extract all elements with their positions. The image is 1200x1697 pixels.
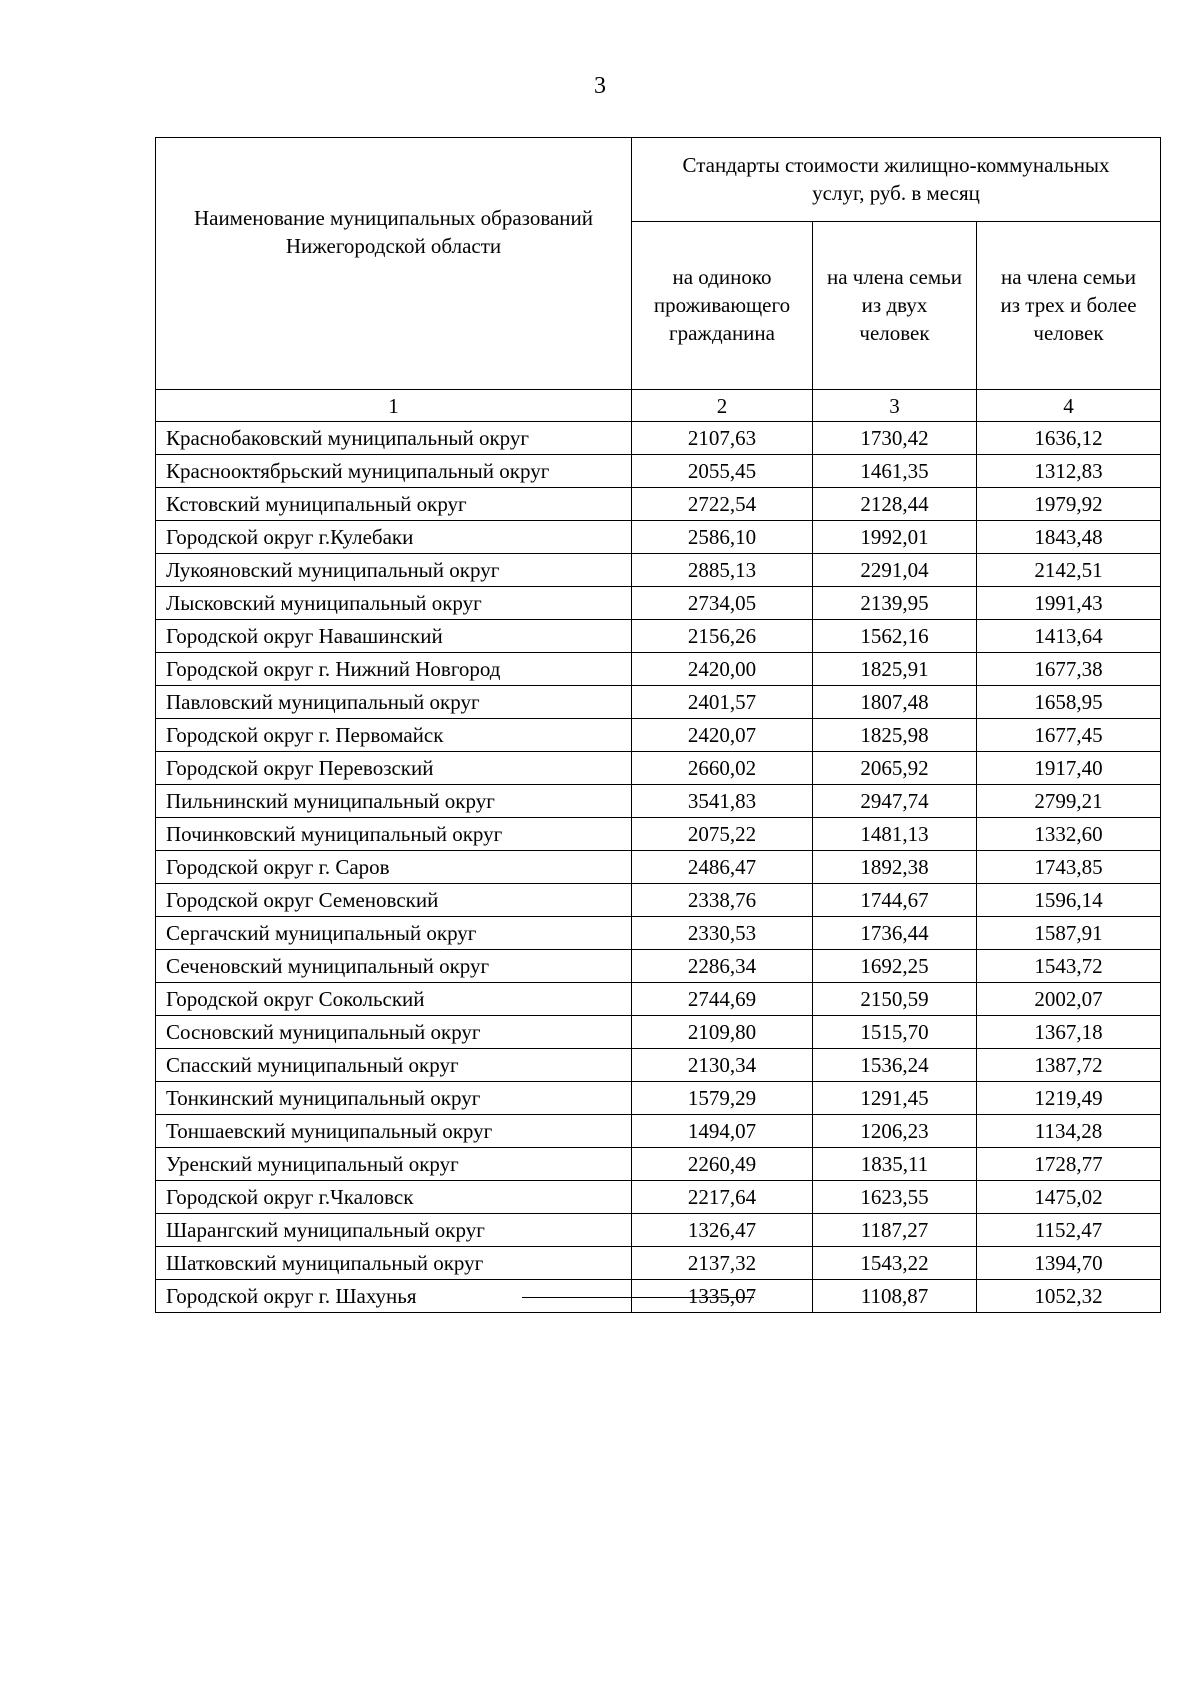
municipality-name-cell: Краснооктябрьский муниципальный округ xyxy=(156,455,632,488)
table-row xyxy=(156,1049,1161,1082)
family-of-three-plus-cost-cell: 1367,18 xyxy=(977,1016,1161,1049)
family-of-three-plus-cost-cell: 1413,64 xyxy=(977,620,1161,653)
header-sub-text: на члена семьи xyxy=(1001,265,1136,290)
header-sub-text: гражданина xyxy=(669,321,775,346)
housing-cost-standards-table xyxy=(155,137,1161,1313)
single-citizen-cost-cell: 1326,47 xyxy=(632,1214,813,1247)
municipality-name-cell: Городской округ г. Первомайск xyxy=(156,719,632,752)
family-of-three-plus-cost-cell: 1636,12 xyxy=(977,422,1161,455)
end-of-table-divider xyxy=(522,1297,754,1298)
table-row xyxy=(156,851,1161,884)
single-citizen-cost-cell: 2260,49 xyxy=(632,1148,813,1181)
single-citizen-cost-cell: 2109,80 xyxy=(632,1016,813,1049)
single-citizen-cost-cell: 1335,07 xyxy=(632,1280,813,1313)
table-row xyxy=(156,752,1161,785)
table-row xyxy=(156,620,1161,653)
family-of-two-cost-cell: 1807,48 xyxy=(813,686,977,719)
single-citizen-cost-cell: 3541,83 xyxy=(632,785,813,818)
municipality-name-cell: Павловский муниципальный округ xyxy=(156,686,632,719)
single-citizen-cost-cell: 2075,22 xyxy=(632,818,813,851)
table-row xyxy=(156,422,1161,455)
header-single-citizen xyxy=(632,221,813,389)
header-sub-text: проживающего xyxy=(653,293,791,318)
table-row xyxy=(156,1280,1161,1313)
family-of-two-cost-cell: 2065,92 xyxy=(813,752,977,785)
family-of-three-plus-cost-cell: 1743,85 xyxy=(977,851,1161,884)
family-of-three-plus-cost-cell: 1152,47 xyxy=(977,1214,1161,1247)
table-row xyxy=(156,521,1161,554)
family-of-three-plus-cost-cell: 1394,70 xyxy=(977,1247,1161,1280)
table-row xyxy=(156,785,1161,818)
family-of-three-plus-cost-cell: 1475,02 xyxy=(977,1181,1161,1214)
header-sub-text: из двух xyxy=(861,293,928,318)
family-of-two-cost-cell: 1835,11 xyxy=(813,1148,977,1181)
municipality-name-cell: Починковский муниципальный округ xyxy=(156,818,632,851)
family-of-two-cost-cell: 1744,67 xyxy=(813,884,977,917)
table-row xyxy=(156,587,1161,620)
municipality-name-cell: Городской округ г. Нижний Новгород xyxy=(156,653,632,686)
single-citizen-cost-cell: 2286,34 xyxy=(632,950,813,983)
column-number: 2 xyxy=(632,390,813,422)
municipality-name-cell: Городской округ г.Чкаловск xyxy=(156,1181,632,1214)
family-of-two-cost-cell: 1992,01 xyxy=(813,521,977,554)
single-citizen-cost-cell: 2660,02 xyxy=(632,752,813,785)
column-number: 4 xyxy=(977,390,1161,422)
family-of-three-plus-cost-cell: 1332,60 xyxy=(977,818,1161,851)
family-of-three-plus-cost-cell: 1596,14 xyxy=(977,884,1161,917)
header-sub-text: на одиноко xyxy=(672,265,772,290)
header-sub-text: на члена семьи xyxy=(827,265,962,290)
single-citizen-cost-cell: 2734,05 xyxy=(632,587,813,620)
family-of-three-plus-cost-cell: 1979,92 xyxy=(977,488,1161,521)
column-number: 1 xyxy=(156,390,632,422)
family-of-three-plus-cost-cell: 1677,45 xyxy=(977,719,1161,752)
table-row xyxy=(156,554,1161,587)
family-of-three-plus-cost-cell: 2142,51 xyxy=(977,554,1161,587)
family-of-three-plus-cost-cell: 1387,72 xyxy=(977,1049,1161,1082)
family-of-three-plus-cost-cell: 1991,43 xyxy=(977,587,1161,620)
single-citizen-cost-cell: 2217,64 xyxy=(632,1181,813,1214)
single-citizen-cost-cell: 2420,00 xyxy=(632,653,813,686)
municipality-name-cell: Городской округ г. Шахунья xyxy=(156,1280,632,1313)
municipality-name-cell: Городской округ Перевозский xyxy=(156,752,632,785)
column-number: 3 xyxy=(813,390,977,422)
family-of-two-cost-cell: 2291,04 xyxy=(813,554,977,587)
single-citizen-cost-cell: 2722,54 xyxy=(632,488,813,521)
header-cost-standards-group xyxy=(632,138,1161,222)
family-of-two-cost-cell: 1206,23 xyxy=(813,1115,977,1148)
single-citizen-cost-cell: 1579,29 xyxy=(632,1082,813,1115)
family-of-two-cost-cell: 2947,74 xyxy=(813,785,977,818)
table-row xyxy=(156,818,1161,851)
table-row xyxy=(156,884,1161,917)
municipality-name-cell: Краснобаковский муниципальный округ xyxy=(156,422,632,455)
table-row xyxy=(156,1016,1161,1049)
family-of-two-cost-cell: 1736,44 xyxy=(813,917,977,950)
family-of-two-cost-cell: 1515,70 xyxy=(813,1016,977,1049)
table-row xyxy=(156,1181,1161,1214)
family-of-three-plus-cost-cell: 2002,07 xyxy=(977,983,1161,1016)
family-of-three-plus-cost-cell: 1587,91 xyxy=(977,917,1161,950)
municipality-name-cell: Сосновский муниципальный округ xyxy=(156,1016,632,1049)
family-of-three-plus-cost-cell: 1052,32 xyxy=(977,1280,1161,1313)
header-sub-text: человек xyxy=(859,321,930,346)
family-of-two-cost-cell: 1481,13 xyxy=(813,818,977,851)
header-family-of-two xyxy=(813,221,977,389)
family-of-two-cost-cell: 1692,25 xyxy=(813,950,977,983)
header-sub-text: из трех и более xyxy=(1000,293,1137,318)
family-of-three-plus-cost-cell: 1728,77 xyxy=(977,1148,1161,1181)
municipality-name-cell: Сеченовский муниципальный округ xyxy=(156,950,632,983)
header-group-line-2: услуг, руб. в месяц xyxy=(812,181,980,206)
table-row xyxy=(156,1115,1161,1148)
municipality-name-cell: Тоншаевский муниципальный округ xyxy=(156,1115,632,1148)
municipality-name-cell: Уренский муниципальный округ xyxy=(156,1148,632,1181)
single-citizen-cost-cell: 2420,07 xyxy=(632,719,813,752)
family-of-two-cost-cell: 1562,16 xyxy=(813,620,977,653)
table-row xyxy=(156,950,1161,983)
family-of-three-plus-cost-cell: 1677,38 xyxy=(977,653,1161,686)
single-citizen-cost-cell: 2330,53 xyxy=(632,917,813,950)
table-row xyxy=(156,488,1161,521)
municipality-name-cell: Городской округ Семеновский xyxy=(156,884,632,917)
family-of-two-cost-cell: 1730,42 xyxy=(813,422,977,455)
municipality-name-cell: Городской округ Сокольский xyxy=(156,983,632,1016)
family-of-two-cost-cell: 1108,87 xyxy=(813,1280,977,1313)
municipality-name-cell: Тонкинский муниципальный округ xyxy=(156,1082,632,1115)
header-name-line-1: Наименование муниципальных образований xyxy=(193,206,594,230)
family-of-two-cost-cell: 1825,98 xyxy=(813,719,977,752)
single-citizen-cost-cell: 2744,69 xyxy=(632,983,813,1016)
table-row xyxy=(156,1082,1161,1115)
municipality-name-cell: Шарангский муниципальный округ xyxy=(156,1214,632,1247)
table-row xyxy=(156,653,1161,686)
header-sub-text: человек xyxy=(1033,321,1104,346)
column-number-row xyxy=(156,390,1161,422)
table-row xyxy=(156,686,1161,719)
family-of-two-cost-cell: 2139,95 xyxy=(813,587,977,620)
municipality-name-cell: Пильнинский муниципальный округ xyxy=(156,785,632,818)
table-row xyxy=(156,455,1161,488)
table-row xyxy=(156,983,1161,1016)
header-name-line-2: Нижегородской области xyxy=(285,234,502,258)
single-citizen-cost-cell: 2107,63 xyxy=(632,422,813,455)
single-citizen-cost-cell: 2055,45 xyxy=(632,455,813,488)
family-of-three-plus-cost-cell: 1134,28 xyxy=(977,1115,1161,1148)
table-row xyxy=(156,917,1161,950)
municipality-name-cell: Лысковский муниципальный округ xyxy=(156,587,632,620)
single-citizen-cost-cell: 2486,47 xyxy=(632,851,813,884)
header-family-of-three-plus xyxy=(977,221,1161,389)
family-of-two-cost-cell: 1536,24 xyxy=(813,1049,977,1082)
municipality-name-cell: Спасский муниципальный округ xyxy=(156,1049,632,1082)
family-of-three-plus-cost-cell: 1219,49 xyxy=(977,1082,1161,1115)
family-of-three-plus-cost-cell: 1312,83 xyxy=(977,455,1161,488)
family-of-three-plus-cost-cell: 2799,21 xyxy=(977,785,1161,818)
municipality-name-cell: Сергачский муниципальный округ xyxy=(156,917,632,950)
single-citizen-cost-cell: 1494,07 xyxy=(632,1115,813,1148)
family-of-two-cost-cell: 1461,35 xyxy=(813,455,977,488)
family-of-two-cost-cell: 1892,38 xyxy=(813,851,977,884)
family-of-two-cost-cell: 1291,45 xyxy=(813,1082,977,1115)
header-municipality-name xyxy=(156,138,632,390)
municipality-name-cell: Городской округ г. Саров xyxy=(156,851,632,884)
family-of-two-cost-cell: 1543,22 xyxy=(813,1247,977,1280)
family-of-three-plus-cost-cell: 1843,48 xyxy=(977,521,1161,554)
single-citizen-cost-cell: 2586,10 xyxy=(632,521,813,554)
single-citizen-cost-cell: 2885,13 xyxy=(632,554,813,587)
table-row xyxy=(156,1148,1161,1181)
family-of-two-cost-cell: 1623,55 xyxy=(813,1181,977,1214)
municipality-name-cell: Городской округ Навашинский xyxy=(156,620,632,653)
family-of-two-cost-cell: 2128,44 xyxy=(813,488,977,521)
table-row xyxy=(156,1214,1161,1247)
municipality-name-cell: Шатковский муниципальный округ xyxy=(156,1247,632,1280)
header-group-line-1: Стандарты стоимости жилищно-коммунальных xyxy=(682,153,1110,178)
single-citizen-cost-cell: 2156,26 xyxy=(632,620,813,653)
municipality-name-cell: Кстовский муниципальный округ xyxy=(156,488,632,521)
single-citizen-cost-cell: 2338,76 xyxy=(632,884,813,917)
family-of-two-cost-cell: 2150,59 xyxy=(813,983,977,1016)
family-of-three-plus-cost-cell: 1917,40 xyxy=(977,752,1161,785)
municipality-name-cell: Городской округ г.Кулебаки xyxy=(156,521,632,554)
table-row xyxy=(156,719,1161,752)
family-of-three-plus-cost-cell: 1658,95 xyxy=(977,686,1161,719)
single-citizen-cost-cell: 2130,34 xyxy=(632,1049,813,1082)
family-of-three-plus-cost-cell: 1543,72 xyxy=(977,950,1161,983)
family-of-two-cost-cell: 1825,91 xyxy=(813,653,977,686)
single-citizen-cost-cell: 2401,57 xyxy=(632,686,813,719)
municipality-name-cell: Лукояновский муниципальный округ xyxy=(156,554,632,587)
table-row xyxy=(156,1247,1161,1280)
page-number: 3 xyxy=(594,73,606,99)
single-citizen-cost-cell: 2137,32 xyxy=(632,1247,813,1280)
family-of-two-cost-cell: 1187,27 xyxy=(813,1214,977,1247)
